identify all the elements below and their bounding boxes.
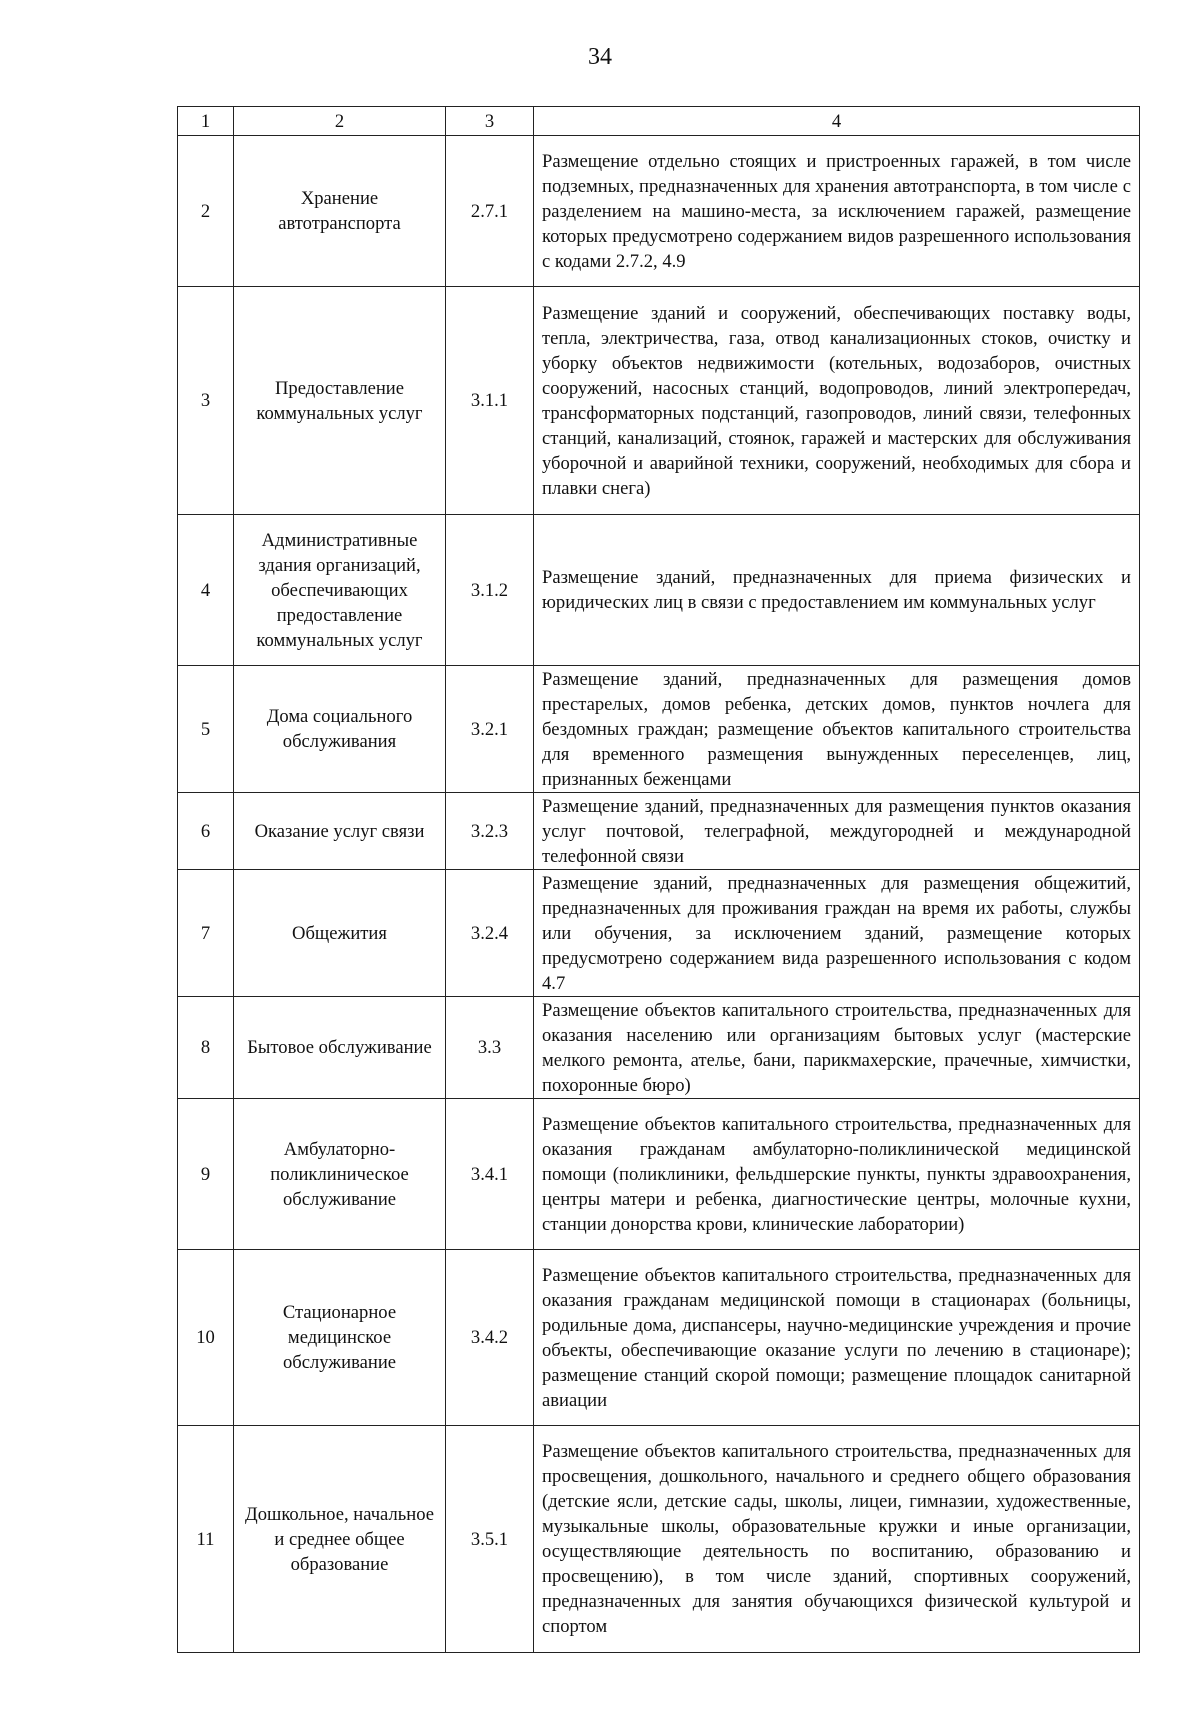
use-type-name: Общежития	[234, 870, 446, 997]
use-type-code: 3.4.1	[446, 1099, 534, 1250]
use-type-code: 3.2.3	[446, 793, 534, 870]
use-type-code: 3.1.2	[446, 515, 534, 666]
land-use-table	[177, 106, 1140, 1653]
row-number: 4	[178, 515, 234, 666]
use-type-name: Хранение автотранспорта	[234, 136, 446, 287]
use-type-description: Размещение зданий, предназначенных для приема физических и юридических лиц в связи с предоставлением им коммунальных услуг	[534, 515, 1140, 666]
use-type-name: Оказание услуг связи	[234, 793, 446, 870]
use-type-description: Размещение отдельно стоящих и пристроенных гаражей, в том числе подземных, предназначенных для хранения автотранспорта, в том числе с разделением на машино-места, за исключением гаражей, размещение которых предусмотрено содержанием видов разрешенного использования с кодами 2.7.2, 4.9	[534, 136, 1140, 287]
use-type-code: 3.4.2	[446, 1250, 534, 1426]
use-type-description: Размещение объектов капитального строительства, предназначенных для просвещения, дошкольного, начального и среднего общего образования (детские ясли, детские сады, школы, лицеи, гимназии, художественные, музыкальные школы, образовательные кружки и иные организации, осуществляющие деятельность по воспитанию, образованию и просвещению), в том числе зданий, спортивных сооружений, предназначенных для занятия обучающихся физической культурой и спортом	[534, 1426, 1140, 1653]
table-row	[178, 1250, 1140, 1426]
table-row	[178, 666, 1140, 793]
row-number: 2	[178, 136, 234, 287]
column-header: 4	[534, 107, 1140, 136]
table-row	[178, 870, 1140, 997]
use-type-name: Дошкольное, начальное и среднее общее образование	[234, 1426, 446, 1653]
table-row	[178, 515, 1140, 666]
use-type-description: Размещение объектов капитального строительства, предназначенных для оказания населению или организациям бытовых услуг (мастерские мелкого ремонта, ателье, бани, парикмахерские, прачечные, химчистки, похоронные бюро)	[534, 997, 1140, 1099]
page-number: 34	[588, 44, 612, 70]
row-number: 3	[178, 287, 234, 515]
table-row	[178, 997, 1140, 1099]
table-row	[178, 287, 1140, 515]
use-type-code: 3.2.4	[446, 870, 534, 997]
column-header: 1	[178, 107, 234, 136]
row-number: 11	[178, 1426, 234, 1653]
use-type-name: Предоставление коммунальных услуг	[234, 287, 446, 515]
row-number: 7	[178, 870, 234, 997]
use-type-name: Административные здания организаций, обеспечивающих предоставление коммунальных услуг	[234, 515, 446, 666]
column-header: 2	[234, 107, 446, 136]
table-row	[178, 136, 1140, 287]
use-type-description: Размещение объектов капитального строительства, предназначенных для оказания гражданам амбулаторно-поликлинической медицинской помощи (поликлиники, фельдшерские пункты, пункты здравоохранения, центры матери и ребенка, диагностические центры, молочные кухни, станции донорства крови, клинические лаборатории)	[534, 1099, 1140, 1250]
use-type-description: Размещение зданий, предназначенных для размещения пунктов оказания услуг почтовой, телеграфной, междугородней и международной телефонной связи	[534, 793, 1140, 870]
row-number: 10	[178, 1250, 234, 1426]
use-type-name: Дома социального обслуживания	[234, 666, 446, 793]
use-type-code: 3.5.1	[446, 1426, 534, 1653]
use-type-description: Размещение зданий, предназначенных для размещения общежитий, предназначенных для проживания граждан на время их работы, службы или обучения, за исключением зданий, размещение которых предусмотрено содержанием вида разрешенного использования с кодом 4.7	[534, 870, 1140, 997]
use-type-description: Размещение зданий и сооружений, обеспечивающих поставку воды, тепла, электричества, газа, отвод канализационных стоков, очистку и уборку объектов недвижимости (котельных, водозаборов, очистных сооружений, насосных станций, водопроводов, линий электропередач, трансформаторных подстанций, газопроводов, линий связи, телефонных станций, канализаций, стоянок, гаражей и мастерских для обслуживания уборочной и аварийной техники, сооружений, необходимых для сбора и плавки снега)	[534, 287, 1140, 515]
use-type-description: Размещение зданий, предназначенных для размещения домов престарелых, домов ребенка, детских домов, пунктов ночлега для бездомных граждан; размещение объектов капитального строительства для временного размещения вынужденных переселенцев, лиц, признанных беженцами	[534, 666, 1140, 793]
column-header: 3	[446, 107, 534, 136]
table-row	[178, 793, 1140, 870]
row-number: 6	[178, 793, 234, 870]
row-number: 9	[178, 1099, 234, 1250]
use-type-name: Стационарное медицинское обслуживание	[234, 1250, 446, 1426]
use-type-name: Бытовое обслуживание	[234, 997, 446, 1099]
use-type-name: Амбулаторно-поликлиническое обслуживание	[234, 1099, 446, 1250]
use-type-code: 3.3	[446, 997, 534, 1099]
row-number: 5	[178, 666, 234, 793]
table-header-row	[178, 107, 1140, 136]
row-number: 8	[178, 997, 234, 1099]
use-type-code: 3.1.1	[446, 287, 534, 515]
table-row	[178, 1099, 1140, 1250]
table-row	[178, 1426, 1140, 1653]
use-type-description: Размещение объектов капитального строительства, предназначенных для оказания гражданам медицинской помощи в стационарах (больницы, родильные дома, диспансеры, научно-медицинские учреждения и прочие объекты, обеспечивающие оказание услуги по лечению в стационаре); размещение станций скорой помощи; размещение площадок санитарной авиации	[534, 1250, 1140, 1426]
use-type-code: 2.7.1	[446, 136, 534, 287]
use-type-code: 3.2.1	[446, 666, 534, 793]
